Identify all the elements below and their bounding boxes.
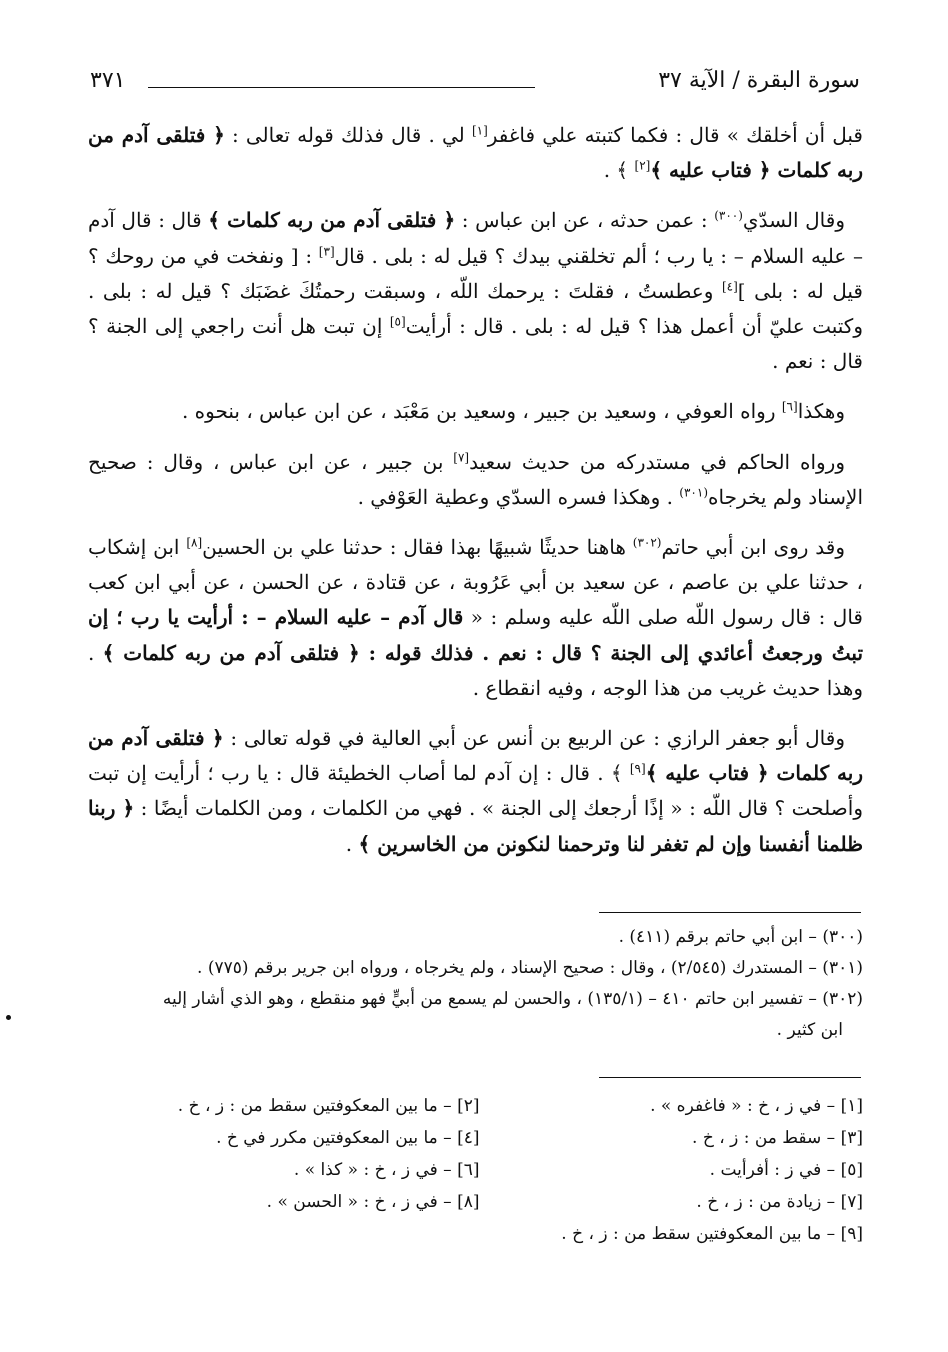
text-span: إن تبت هل أنت راجعي إلى الجنة ؟ قال : نعم . [88, 314, 863, 374]
variant-ref: [٩] [629, 761, 646, 776]
text-span: ابن إشكاب ، حدثنا علي بن عاصم ، عن سعيد بن أبي عَرُوبة ، عن قتادة ، عن الحسن ، عن أبي ابن كعب قال : قال رسول اللّه صلى اللّه عليه وسلم : « [88, 535, 863, 630]
text-span: ﴾ . [603, 158, 635, 183]
text-span: . [345, 831, 359, 856]
variant-note: [٥] – في ز : أفرأيت . [709, 1160, 863, 1180]
footnotes [96, 922, 863, 1046]
main-text [88, 118, 863, 877]
variant-row [96, 1090, 863, 1122]
variant-ref: [١] [471, 123, 488, 138]
variant-note: [٧] – زيادة من : ز ، خ . [696, 1192, 863, 1212]
text-span: لي . قال فذلك قوله تعالى : [224, 123, 472, 147]
variant-ref: [٥] [389, 314, 406, 329]
quran-quote: ﴿ فتلقى آدم من ربه كلمات ﴿ فتاب عليه ﴾ [88, 123, 863, 183]
paragraph-3 [88, 394, 863, 429]
text-span: : عمن حدثه ، عن ابن عباس : [455, 208, 715, 233]
variant-note: [٤] – ما بين المعكوفتين مكرر في خ . [216, 1128, 480, 1148]
variant-note: [٩] – ما بين المعكوفتين سقط من : ز ، خ . [561, 1224, 863, 1244]
text-span: ورواه الحاكم في مستدركه من حديث سعيد [469, 449, 845, 474]
variant-ref: [٤] [721, 279, 738, 294]
quran-quote: ﴿ فتلقى آدم من ربه كلمات ﴾ [208, 208, 456, 233]
variant-row [96, 1122, 863, 1154]
text-span: وقال أبو جعفر الرازي : عن الربيع بن أنس عن أبي العالية في قوله تعالى : [223, 726, 845, 751]
text-span: رواه العوفي ، وسعيد بن جبير ، وسعيد بن مَعْبَد ، عن ابن عباس ، بنحوه . [181, 399, 782, 424]
text-span: : [ ونفخت في من روحك ؟ قيل له : بلى ] [88, 243, 863, 303]
surah-ayah-title: سورة البقرة / الآية ٣٧ [658, 68, 860, 93]
variant-ref: [٢] [634, 158, 651, 173]
footnote-302-continuation: ابن كثير . [776, 1020, 843, 1040]
text-span: بن جبير ، عن ابن عباس ، وقال : صحيح الإسناد ولم يخرجاه [88, 449, 863, 509]
variant-note: [٣] – سقط من : ز ، خ . [692, 1128, 863, 1148]
text-span: وقال السدّي [742, 208, 845, 233]
manuscript-variants [96, 1090, 863, 1250]
quran-quote: ﴿ فتلقى آدم من ربه كلمات ﴿ فتاب عليه ﴾ [88, 726, 863, 786]
variant-row [96, 1154, 863, 1186]
footnote-302: (٣٠٢) – تفسير ابن حاتم ٤١٠ – (١٣٥/١) ، والحسن لم يسمع من أبيٍّ فهو منقطع ، وهو الذي أشار إليه [162, 989, 863, 1009]
footnotes-rule [599, 912, 861, 913]
variants-rule [599, 1077, 861, 1078]
text-span: وعطستُ ، فقلتَ : يرحمك اللّه ، وسبقت رحمتُكَ غضَبَك ؟ قيل له : بلى . وكتبت عليّ أن أعمل هذا ؟ قيل له : بلى . قال : أرأيت [88, 278, 863, 339]
paragraph-6 [88, 721, 863, 862]
variant-ref: [٨] [186, 535, 203, 550]
text-span: . وهكذا فسره السدّي وعطية العَوْفي . [357, 484, 680, 509]
text-span: قبل أن أخلقك » قال : فكما كتبته علي فاغفر [487, 123, 863, 147]
scan-speck [6, 1015, 11, 1020]
paragraph-5 [88, 530, 863, 706]
variant-ref: [٧] [453, 449, 470, 464]
running-header [90, 62, 860, 102]
page-number: ٣٧١ [90, 68, 126, 93]
text-span: . وهذا حديث غريب من هذا الوجه ، وفيه انقطاع . [88, 640, 863, 700]
quran-quote: ﴿ ربنا ظلمنا أنفسنا وإن لم تغفر لنا وترحمنا لنكونن من الخاسرين ﴾ [88, 796, 863, 856]
paragraph-4 [88, 445, 863, 515]
variant-note: [٢] – ما بين المعكوفتين سقط من : ز ، خ . [177, 1096, 480, 1116]
footnote-300: (٣٠٠) – ابن أبي حاتم برقم (٤١١) . [618, 927, 863, 947]
variant-note: [١] – في ز ، خ : « فاغفره » . [650, 1096, 863, 1116]
variant-note [96, 1218, 480, 1250]
footnote-301: (٣٠١) – المستدرك (٢/٥٤٥) ، وقال : صحيح الإسناد ، ولم يخرجاه ، ورواه ابن جرير برقم (٧٧٥) . [197, 958, 863, 978]
text-span: قال : قال آدم – عليه السلام – : يا رب ؛ ألم تخلقني بيدك ؟ قيل له : بلى . قال [88, 208, 863, 268]
text-span: وقد روى ابن أبي حاتم [661, 535, 846, 560]
variant-note: [٦] – في ز ، خ : « كذا » . [293, 1160, 480, 1180]
text-span: وهكذا [797, 399, 845, 424]
variant-row [96, 1186, 863, 1218]
variant-ref: [٣] [318, 243, 335, 258]
footnote-ref: (٣٠١) [679, 485, 709, 500]
text-span: هاهنا حديثًا شبيهًا بهذا فقال : حدثنا علي بن الحسين [202, 535, 633, 560]
variant-ref: [٦] [781, 399, 798, 414]
paragraph-1 [88, 118, 863, 188]
footnote-ref: (٣٠٠) [714, 208, 743, 223]
variant-note: [٨] – في ز ، خ : « الحسن » . [266, 1192, 480, 1212]
header-rule [148, 87, 535, 88]
hadith-quote: قال آدم – عليه السلام – : أرأيت يا رب ؛ إن تبتُ ورجعتُ أعائدي إلى الجنة ؟ قال : نعم . فذلك قوله : ﴿ فتلقى آدم من ربه كلمات ﴾ [88, 605, 864, 665]
footnote-ref: (٣٠٢) [632, 535, 662, 550]
text-span: ﴾ . قال : إن آدم لما أصاب الخطيئة قال : يا رب ؛ أرأيت إن تبت وأصلحت ؟ قال اللّه : « إذًا أرجعك إلى الجنة » . فهي من الكلمات ، ومن الكلمات أيضًا : [88, 761, 863, 821]
variant-row [96, 1218, 863, 1250]
paragraph-2 [88, 203, 863, 379]
